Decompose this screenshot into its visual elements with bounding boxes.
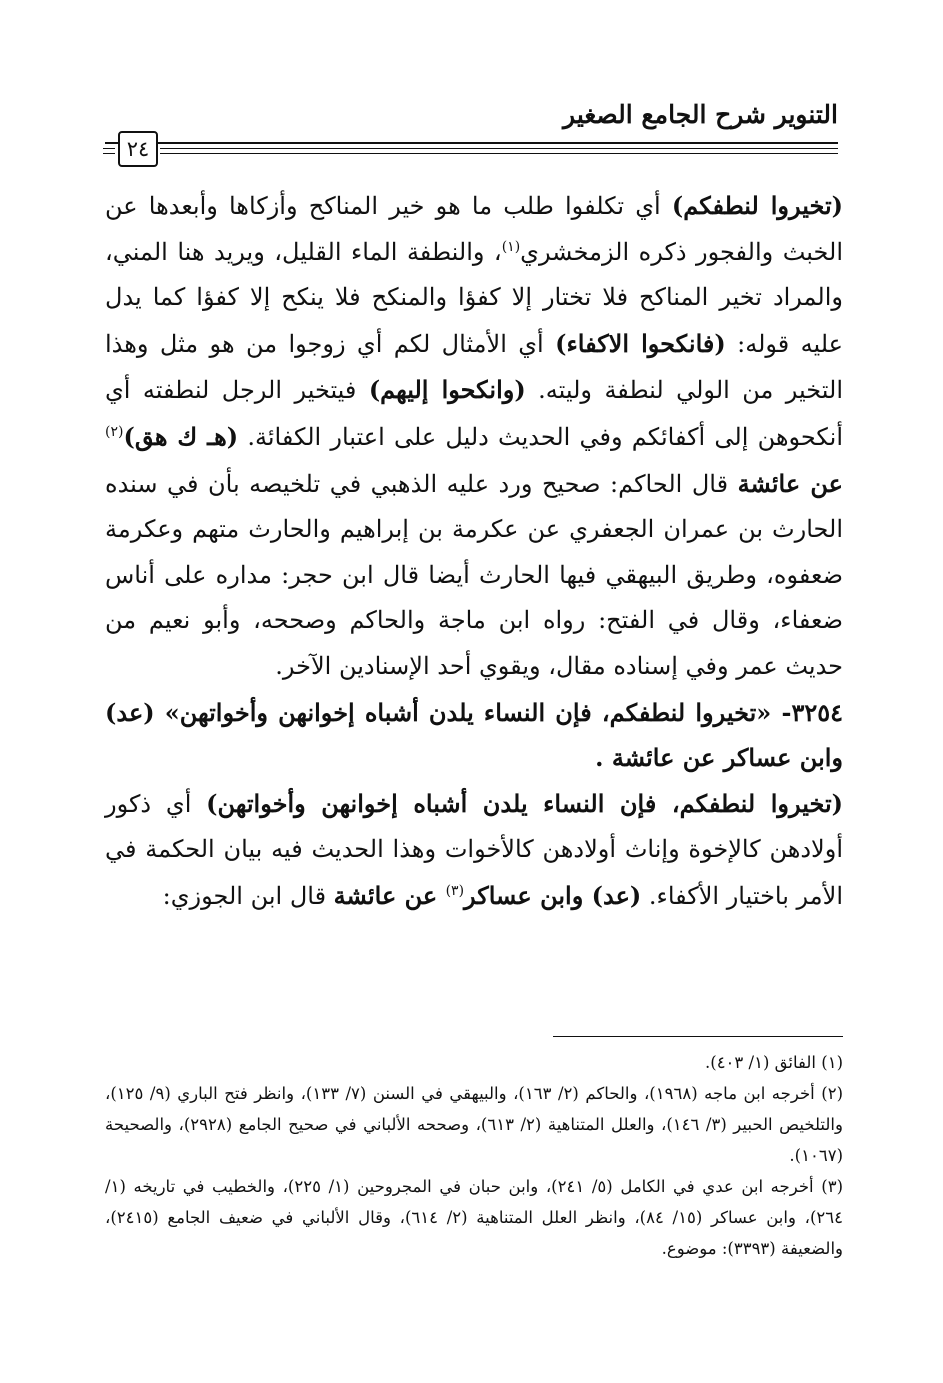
narrator: عن عائشة	[737, 468, 843, 498]
running-title: التنوير شرح الجامع الصغير	[563, 100, 838, 129]
commentary-paragraph	[105, 183, 843, 690]
footnote-number: (٢)	[821, 1084, 843, 1103]
footnotes	[105, 1047, 843, 1264]
commentary-text: أي الأمثال لكم أي زوجوا من هو مثل وهذا التخير من الولي لنطفة وليته.	[105, 329, 843, 405]
header-double-rule	[160, 148, 838, 154]
commentary-text: قال الحاكم: صحيح ورد عليه الذهبي في تلخيصه بأن في سنده الحارث بن عمران الجعفري عن عكرمة بن إبراهيم والحارث متهم وعكرمة ضعفوه، وطريق البيهقي فيها الحارث أيضا قال ابن حجر: مداره على أناس ضعفاء، وقال في الفتح: رواه ابن ماجة والحاكم وصححه، وأبو نعيم من حديث عمر وفي إسناده مقال، ويقوي أحد الإسنادين الآخر.	[105, 469, 843, 680]
source-codes: (هـ ك هق)	[123, 421, 239, 451]
hadith-quote: (فانكحوا الاكفاء)	[555, 328, 726, 358]
footnote-ref: (١)	[501, 238, 521, 255]
footnote-number: (٣)	[821, 1177, 843, 1196]
main-text	[105, 183, 843, 920]
footnote-text: الفائق (١/ ٤٠٣).	[705, 1053, 816, 1072]
page-number: ٢٤	[118, 131, 158, 167]
footnote	[105, 1047, 843, 1078]
hadith-entry: ٣٢٥٤- «تخيروا لنطفكم، فإن النساء يلدن أشباه إخوانهن وأخواتهن» (عد) وابن عساكر عن عائشة .	[105, 697, 843, 773]
footnote-text: أخرجه ابن عدي في الكامل (٥/ ٢٤١)، وابن حبان في المجروحين (١/ ٢٢٥)، والخطيب في تاريخه (١/ ٢٦٤)، وابن عساكر (١٥/ ٨٤)، وانظر العلل المتناهية (٢/ ٦١٤)، وقال الألباني في ضعيف الجامع (٢٤١٥)، والضعيفة (٣٣٩٣): موضوع.	[105, 1177, 843, 1258]
footnote-ref: (٢)	[105, 423, 124, 440]
footnote-text: أخرجه ابن ماجه (١٩٦٨)، والحاكم (٢/ ١٦٣)، والبيهقي في السنن (٧/ ١٣٣)، وانظر فتح الباري (٩/ ١٢٥)، والتلخيص الحبير (٣/ ١٤٦)، والعلل المتناهية (٢/ ٦١٣)، وصححه الألباني في صحيح الجامع (٢٩٢٨)، والصحيحة (١٠٦٧).	[105, 1084, 843, 1165]
commentary-text: أي ذكور أولادهن كالإخوة وإناث أولادهن كالأخوات وهذا الحديث فيه بيان الحكمة في الأمر باختيار الأكفاء.	[105, 789, 843, 910]
commentary-text: قال ابن الجوزي:	[162, 881, 334, 910]
hadith-quote: (تخيروا لنطفكم، فإن النساء يلدن أشباه إخوانهن وأخواتهن)	[206, 788, 844, 818]
footnote-ref: (٣)	[445, 882, 465, 899]
commentary-paragraph	[105, 781, 843, 920]
source-codes: (عد) وابن عساكر	[464, 880, 642, 910]
hadith-quote: (وانكحوا إليهم)	[368, 375, 526, 405]
narrator: عن عائشة	[333, 880, 446, 910]
header-double-rule-left	[103, 148, 115, 154]
footnote	[105, 1171, 843, 1264]
hadith-quote: (تخيروا لنطفكم)	[671, 191, 843, 220]
footnote-number: (١)	[821, 1053, 843, 1072]
header-rule	[105, 142, 838, 144]
footnote	[105, 1078, 843, 1171]
commentary-text: فيتخير الرجل لنطفته أي أنكحوهن إلى أكفائكم وفي الحديث دليل على اعتبار الكفائة.	[105, 376, 844, 451]
footnote-separator	[553, 1036, 843, 1037]
commentary-text: ، والنطفة الماء القليل، ويريد هنا المني، والمراد تخير المناكح فلا تختار إلا كفؤا والمنكح فلا ينكح إلا كفؤا كما يدل عليه قوله:	[105, 237, 844, 358]
commentary-text: أي تكلفوا طلب ما هو خير المناكح وأزكاها وأبعدها عن الخبث والفجور ذكره الزمخشري	[105, 192, 844, 266]
